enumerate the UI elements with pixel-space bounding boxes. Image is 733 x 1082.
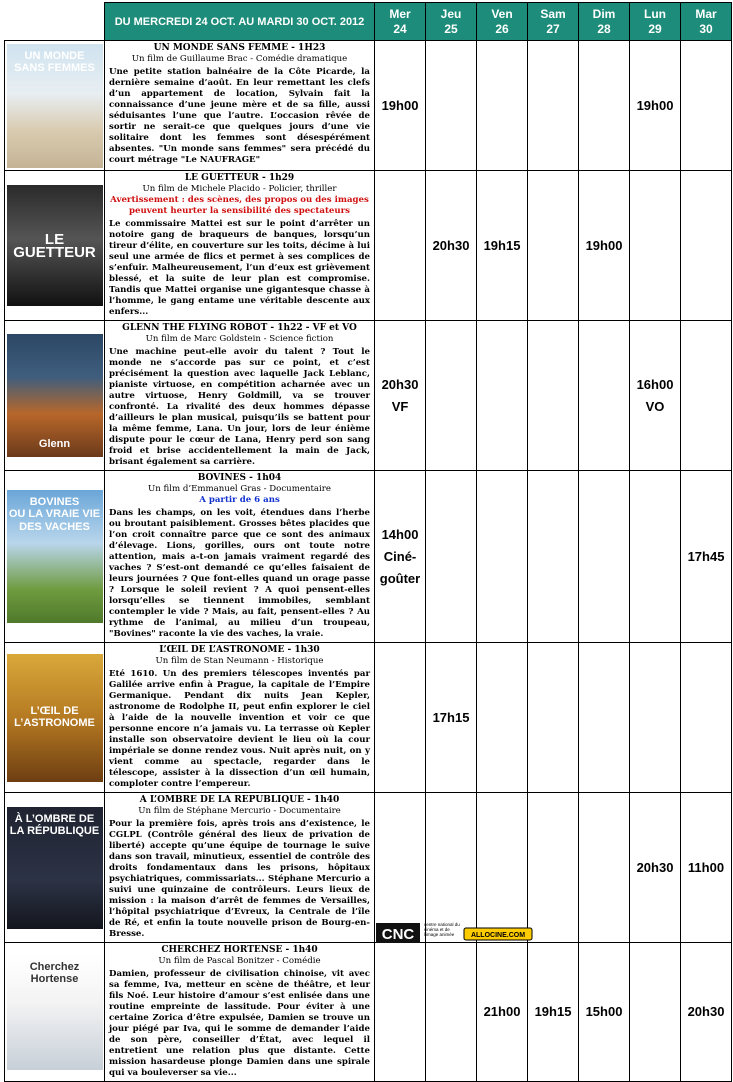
- film-poster-cell: [5, 943, 105, 1082]
- film-poster: [7, 44, 103, 168]
- film-description: [105, 793, 375, 943]
- showtime-dim: [579, 471, 630, 643]
- film-description: [105, 471, 375, 643]
- day-header-mar: Mar 30: [681, 3, 732, 41]
- showtime-ven: 19h15: [477, 171, 528, 321]
- showtime-dim: 19h00: [579, 171, 630, 321]
- poster-title-line2: LA RÉPUBLIQUE: [9, 824, 100, 837]
- showtime-dim: [579, 41, 630, 171]
- film-synopsis: Une machine peut-elle avoir du talent ? Tout le monde ne s’accorde pas sur ce point, et c’est précisément la question avec laquelle Jack Leblanc, pianiste virtuose, en compétition acharnée avec un autre virtuose, Henry Goldmill, va se trouver confronté. La rivalité des deux hommes dépasse d’ailleurs le plan musical, puisqu’ils se battent pour la même femme, Lana. Un jour, lors de leur énième dispute pour le cœur de Lana, Henry perd son sang froid et brise accidentellement la main de Jack, brisant également sa carrière.: [109, 347, 370, 467]
- showtime-ven: [477, 793, 528, 943]
- poster-title-line1: L’ŒIL DE: [30, 705, 79, 717]
- showtime-lun: [630, 171, 681, 321]
- film-synopsis: Eté 1610. Un des premiers télescopes inventés par Galilée arrive enfin à Prague, la capitale de l’Empire Germanique. Pendant dix nuits Jean Kepler, astronome de Rodolphe II, peut enfin explorer le ciel à l’aide de la nouvelle invention et voir ce que personne encore n’a jamais vu. La terrasse où Kepler installe son observatoire devient le lieu où la cour impériale se donne rendez vous. Nuit après nuit, on y vient comme au spectacle, regarder dans le télescope, assister à la dissection d’un œil humain, comploter contre l’empereur.: [109, 669, 370, 789]
- poster-title-line2: LE GUETTEUR: [13, 230, 96, 261]
- film-poster: [7, 955, 103, 1070]
- film-row: [5, 41, 732, 171]
- header-blank: [5, 3, 105, 41]
- film-age-rating: A partir de 6 ans: [199, 495, 280, 505]
- showtime-lun: 20h30: [630, 793, 681, 943]
- showtime-ven: [477, 643, 528, 793]
- film-row: [5, 321, 732, 471]
- date-range: DU MERCREDI 24 OCT. AU MARDI 30 OCT. 2012: [105, 3, 375, 41]
- film-director-genre: Un film d’Emmanuel Gras - Documentaire: [147, 484, 331, 494]
- film-title: A L’OMBRE DE LA REPUBLIQUE - 1h40: [139, 795, 340, 805]
- showtime-mer: [375, 643, 426, 793]
- film-synopsis: Dans les champs, on les voit, étendues dans l’herbe ou broutant paisiblement. Grosses bêtes placides que l’on croit connaître parce que ce sont des animaux d’élevage. Lions, gorilles, ours ont toute notre attention, mais a-t-on jamais vraiment regardé des vaches ? S’est-ont demandé ce qu’elles faisaient de leurs journées ? Que font-elles quand un orage passe ? Lorsque le soleil revient ? A quoi pensent-elles lorsqu’elles se tiennent immobiles, semblant contempler le vide ? Mais, au fait, pensent-elles ? Au rythme de l’animal, au milieu d’un troupeau, "Bovines" raconte la vie des vaches, la vraie.: [109, 508, 370, 639]
- showtime-mar: [681, 41, 732, 171]
- showtime-ven: 21h00: [477, 943, 528, 1082]
- film-row: [5, 943, 732, 1082]
- film-director-genre: Un film de Stéphane Mercurio - Documentaire: [138, 806, 341, 816]
- showtime-jeu: [426, 471, 477, 643]
- film-poster-cell: [5, 41, 105, 171]
- film-poster: [7, 654, 103, 782]
- showtime-mar: [681, 321, 732, 471]
- showtime-jeu: [426, 41, 477, 171]
- film-synopsis: Pour la première fois, après trois ans d’existence, le CGLPL (Contrôle général des lieux de privation de liberté) accepte qu’une équipe de tournage le suive dans son travail, minutieux, essentiel de contrôle des droits fondamentaux dans les prisons, hôpitaux psychiatriques, commissariats... Stéphane Mercurio a suivi une quinzaine de contrôleurs. Leurs lieux de mission : la maison d’arrêt de femmes de Versailles, l’hôpital psychiatrique d’Evreux, la Centrale de l’île de Ré, et enfin la toute nouvelle prison de Bourg-en-Bresse.: [109, 819, 370, 939]
- film-director-genre: Un film de Guillaume Brac - Comédie dramatique: [131, 54, 348, 64]
- film-title: GLENN THE FLYING ROBOT - 1h22 - VF et VO: [122, 323, 357, 333]
- film-row: [5, 471, 732, 643]
- showtime-mar: 17h45: [681, 471, 732, 643]
- day-header-mer: Mer 24: [375, 3, 426, 41]
- film-description: [105, 171, 375, 321]
- poster-title-line2: L’ASTRONOME: [14, 717, 95, 729]
- film-row: [5, 643, 732, 793]
- film-poster-cell: [5, 321, 105, 471]
- film-poster-cell: [5, 471, 105, 643]
- day-header-ven: Ven 26: [477, 3, 528, 41]
- film-title: BOVINES - 1h04: [197, 473, 282, 483]
- allocine-logo: ALLOCINE.COM: [470, 932, 526, 939]
- showtime-lun: [630, 471, 681, 643]
- day-header-jeu: Jeu 25: [426, 3, 477, 41]
- showtime-jeu: [426, 321, 477, 471]
- showtime-sam: [528, 171, 579, 321]
- showtime-dim: 15h00: [579, 943, 630, 1082]
- showtime-lun: [630, 943, 681, 1082]
- film-poster-cell: [5, 171, 105, 321]
- film-poster-cell: [5, 643, 105, 793]
- showtime-lun: 19h00: [630, 41, 681, 171]
- film-title: UN MONDE SANS FEMME - 1H23: [153, 43, 326, 53]
- showtime-lun: [630, 643, 681, 793]
- film-title: CHERCHEZ HORTENSE - 1h40: [161, 945, 318, 955]
- showtime-mar: 11h00: [681, 793, 732, 943]
- showtime-mer: [375, 793, 426, 943]
- showtime-sam: [528, 643, 579, 793]
- film-poster: [7, 490, 103, 623]
- film-description: [105, 321, 375, 471]
- poster-title-line1: BOVINES: [29, 496, 80, 508]
- showtime-mar: 20h30: [681, 943, 732, 1082]
- poster-title-line1: Cherchez Hortense: [29, 960, 80, 985]
- film-title: LE GUETTEUR - 1h29: [184, 173, 295, 183]
- showtime-sam: [528, 321, 579, 471]
- showtime-sam: 19h15: [528, 943, 579, 1082]
- poster-title-line1: UN MONDE: [24, 49, 85, 62]
- film-synopsis: Le commissaire Mattei est sur le point d’arrêter un notoire gang de braqueurs de banques, lorsqu’un tireur d’élite, en couverture sur les toits, décime à lui seul une armée de flics et permet à ses complices de s’enfuir. Malheureusement, l’un d’eux est grièvement blessé, et la suite de leur plan est compromise. Tandis que Mattei organise une gigantesque chasse à l’homme, le gang entame une véritable descente aux enfers...: [109, 219, 370, 317]
- film-synopsis: Une petite station balnéaire de la Côte Picarde, la dernière semaine d’août. En leur remettant les clefs d’un appartement de location, Sylvain fait la connaissance d’une jeune mère et de sa fille, aussi séduisantes l’une que l’autre. L’occasion rêvée de sortir ne serait-ce que quelques jours d’une vie solitaire dont les femmes sont désespérément absentes. "Un monde sans femmes" sera précédé du court métrage "Le NAUFRAGE": [109, 67, 370, 165]
- showtime-ven: [477, 41, 528, 171]
- day-header-sam: Sam 27: [528, 3, 579, 41]
- showtime-jeu: 20h30: [426, 171, 477, 321]
- film-director-genre: Un film de Marc Goldstein - Science fiction: [145, 334, 334, 344]
- film-warning: Avertissement : des scènes, des propos ou des images peuvent heurter la sensibilité des spectateurs: [110, 195, 369, 216]
- showtime-dim: [579, 793, 630, 943]
- showtime-mer: 19h00: [375, 41, 426, 171]
- film-poster: [7, 185, 103, 306]
- cnc-caption: centre national du cinéma et de l’image animée: [424, 922, 460, 937]
- film-title: L’ŒIL DE L’ASTRONOME - 1h30: [159, 645, 320, 655]
- showtime-sam: [528, 471, 579, 643]
- showtime-mar: [681, 643, 732, 793]
- film-director-genre: Un film de Pascal Bonitzer - Comédie: [158, 956, 321, 966]
- showtime-lun: 16h00 VO: [630, 321, 681, 471]
- film-description: [105, 943, 375, 1082]
- showtime-sam: [528, 793, 579, 943]
- showtime-mer: [375, 943, 426, 1082]
- showtime-mar: [681, 171, 732, 321]
- film-director-genre: Un film de Michele Placido - Policier, thriller: [142, 184, 337, 194]
- showtime-mer: [375, 171, 426, 321]
- showtime-jeu: 17h15: [426, 643, 477, 793]
- poster-title-line1: À L’OMBRE DE: [14, 812, 95, 825]
- film-poster: [7, 807, 103, 929]
- day-header-dim: Dim 28: [579, 3, 630, 41]
- showtime-ven: [477, 321, 528, 471]
- schedule-table: [4, 2, 732, 1082]
- cnc-logo: [376, 921, 536, 945]
- film-director-genre: Un film de Stan Neumann - Historique: [155, 656, 324, 666]
- film-row: [5, 171, 732, 321]
- partner-logos: [376, 921, 536, 945]
- showtime-jeu: [426, 793, 477, 943]
- showtime-jeu: [426, 943, 477, 1082]
- showtime-sam: [528, 41, 579, 171]
- film-poster-cell: [5, 793, 105, 943]
- film-description: [105, 643, 375, 793]
- film-poster: [7, 334, 103, 457]
- showtime-ven: [477, 471, 528, 643]
- showtime-mer: 14h00 Ciné- goûter: [375, 471, 426, 643]
- showtime-mer: 20h30 VF: [375, 321, 426, 471]
- showtime-dim: [579, 321, 630, 471]
- header-row: [5, 3, 732, 41]
- poster-title-line2: Glenn: [38, 438, 71, 450]
- film-row: [5, 793, 732, 943]
- day-header-lun: Lun 29: [630, 3, 681, 41]
- showtime-dim: [579, 643, 630, 793]
- poster-title-line2: OU LA VRAIE VIE DES VACHES: [8, 508, 101, 533]
- film-synopsis: Damien, professeur de civilisation chinoise, vit avec sa femme, Iva, metteur en scène de théâtre, et leur fils Noé. Leur histoire d’amour s’est enlisée dans une routine empreinte de lassitude. Pour éviter à une certaine Zorica d’être expulsée, Damien se trouve un jour piégé par Iva, qui le somme de demander l’aide de son père, conseiller d’État, avec lequel il entretient une relation plus que distante. Cette mission hasardeuse plonge Damien dans une spirale qui va bouleverser sa vie...: [109, 969, 370, 1078]
- poster-title-line2: SANS FEMMES: [14, 61, 95, 74]
- cnc-logo-text: CNC: [381, 926, 415, 943]
- film-description: [105, 41, 375, 171]
